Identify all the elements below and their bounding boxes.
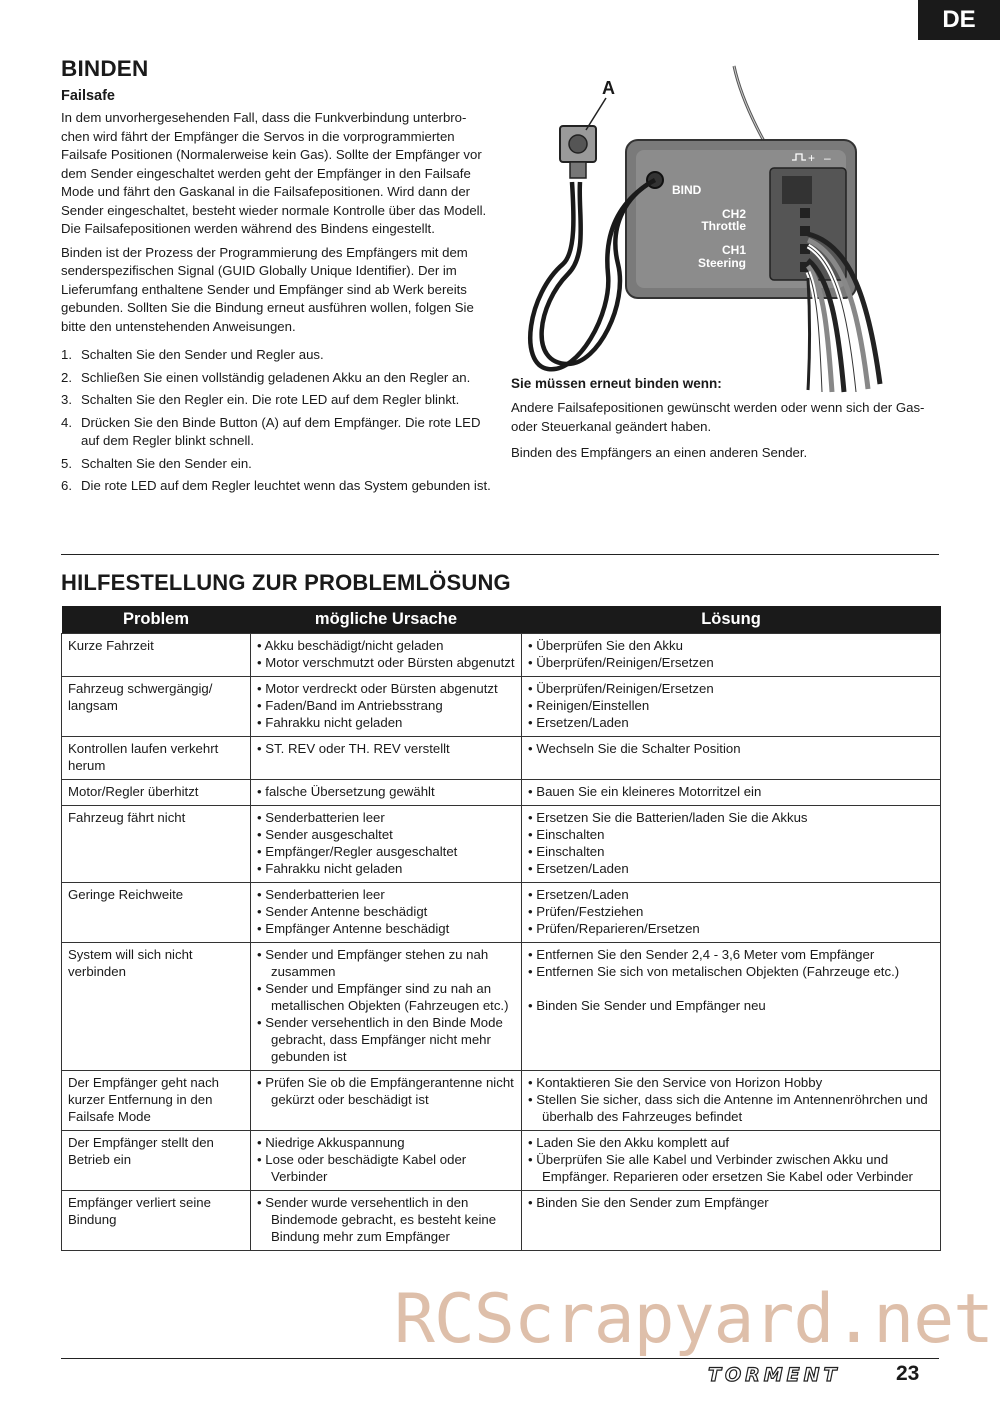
table-row	[62, 883, 941, 943]
rebind-title: Sie müssen erneut binden wenn:	[511, 376, 722, 391]
table-row	[62, 677, 941, 737]
step-text: Die rote LED auf dem Regler leuchtet wenn das System gebunden ist.	[81, 478, 491, 493]
solution-item: • Überprüfen/Reinigen/Ersetzen	[528, 655, 714, 670]
solution-cell	[522, 883, 941, 943]
ch1-label: CH1	[721, 243, 746, 257]
problem-cell: Der Empfänger stellt den Betrieb ein	[62, 1131, 251, 1191]
receiver-illustration	[508, 64, 888, 394]
cause-item: • Motor verdreckt oder Bürsten abgenutzt	[257, 681, 498, 696]
binding-section	[61, 56, 491, 500]
solution-item: • Prüfen/Reparieren/Ersetzen	[528, 921, 700, 936]
section-divider	[61, 554, 939, 555]
step-number: 4.	[61, 414, 72, 430]
cause-cell	[251, 1071, 522, 1131]
cause-item: • ST. REV oder TH. REV verstellt	[257, 741, 450, 756]
cause-cell	[251, 1191, 522, 1251]
cause-item: • Lose oder beschädigte Kabel oder Verbinder	[257, 1152, 467, 1184]
problem-cell: Kurze Fahrzeit	[62, 634, 251, 677]
solution-item: • Kontaktieren Sie den Service von Horizon Hobby	[528, 1075, 823, 1090]
cause-item: • Empfänger/Regler ausgeschaltet	[257, 844, 458, 859]
solution-item: • Ersetzen/Laden	[528, 715, 629, 730]
solution-item: • Laden Sie den Akku komplett auf	[528, 1135, 730, 1150]
solution-cell	[522, 806, 941, 883]
cause-item: • Niedrige Akkuspannung	[257, 1135, 405, 1150]
step-text: Drücken Sie den Binde Button (A) auf dem Empfänger. Die rote LED auf dem Regler blinkt schnell.	[81, 414, 481, 448]
cause-item: • Prüfen Sie ob die Empfängerantenne nicht gekürzt oder beschädigt ist	[257, 1075, 514, 1107]
solution-cell	[522, 1071, 941, 1131]
step-item	[61, 391, 491, 410]
step-number: 2.	[61, 369, 72, 385]
table-row	[62, 1191, 941, 1251]
solution-item: • Wechseln Sie die Schalter Position	[528, 741, 741, 756]
problem-cell: Geringe Reichweite	[62, 883, 251, 943]
solution-cell	[522, 737, 941, 780]
problem-cell: Fahrzeug schwergängig/ langsam	[62, 677, 251, 737]
solution-item	[528, 980, 934, 997]
problem-cell: Kontrollen laufen verkehrt herum	[62, 737, 251, 780]
cause-item: • Faden/Band im Antriebsstrang	[257, 698, 443, 713]
table-row	[62, 943, 941, 1071]
binding-paragraph: Binden ist der Prozess der Programmierung des Empfängers mit dem senderspezifischen Signal (GUID Globally Unique Identifier). Der im Lieferumfang enthaltene Sender und Empfänger sind ab Werk bereits gebunden. Sollten Sie die Bindung erneut ausführen wollen, folgen Sie bitte den untenstehenden Anweisungen.	[61, 244, 474, 334]
binding-title: BINDEN	[61, 56, 149, 81]
cause-item: • Sender und Empfänger sind zu nah an metallischen Objekten (Fahrzeugen etc.)	[257, 981, 509, 1013]
problem-cell: System will sich nicht verbinden	[62, 943, 251, 1071]
solution-item: • Überprüfen Sie den Akku	[528, 638, 683, 653]
step-item	[61, 369, 491, 388]
solution-item: • Überprüfen/Reinigen/Ersetzen	[528, 681, 714, 696]
solution-item: • Einschalten	[528, 844, 605, 859]
language-tab: DE	[918, 0, 1000, 40]
cause-item: • Sender und Empfänger stehen zu nah zusammen	[257, 947, 489, 979]
header-solution: Lösung	[522, 606, 941, 634]
cause-item: • Sender wurde versehentlich in den Bindemode gebracht, es besteht keine Bindung mehr zum Empfänger	[257, 1195, 497, 1244]
cause-item: • Sender ausgeschaltet	[257, 827, 393, 842]
solution-item: • Prüfen/Festziehen	[528, 904, 644, 919]
ch1-steering-label: Steering	[697, 256, 746, 270]
cause-cell	[251, 780, 522, 806]
table-row	[62, 634, 941, 677]
solution-item: • Bauen Sie ein kleineres Motorritzel ein	[528, 784, 762, 799]
cause-cell	[251, 883, 522, 943]
step-item	[61, 477, 491, 496]
solution-cell	[522, 1191, 941, 1251]
table-header-row	[62, 606, 941, 634]
problem-cell: Der Empfänger geht nach kurzer Entfernung in den Failsafe Mode	[62, 1071, 251, 1131]
rebind-section	[511, 376, 931, 468]
solution-item: • Reinigen/Einstellen	[528, 698, 650, 713]
table-row	[62, 737, 941, 780]
header-cause: mögliche Ursache	[251, 606, 522, 634]
table-row	[62, 1071, 941, 1131]
solution-cell	[522, 780, 941, 806]
cause-item: • Sender versehentlich in den Binde Mode gebracht, dass Empfänger nicht mehr gebunden ist	[257, 1015, 503, 1064]
cause-item: • Akku beschädigt/nicht geladen	[257, 638, 444, 653]
solution-item: • Entfernen Sie sich von metalischen Objekten (Fahrzeuge etc.)	[528, 964, 900, 979]
cause-cell	[251, 737, 522, 780]
step-item	[61, 455, 491, 474]
table-row	[62, 806, 941, 883]
rebind-paragraph: Andere Failsafepositionen gewünscht werden oder wenn sich der Gas- oder Steuerkanal geändert haben.	[511, 400, 925, 434]
solution-item: • Überprüfen Sie alle Kabel und Verbinder zwischen Akku und Empfänger. Reparieren oder ersetzen Sie Kabel oder Verbinder	[528, 1152, 913, 1184]
cause-item: • Fahrakku nicht geladen	[257, 715, 403, 730]
callout-a-label: A	[602, 78, 615, 98]
step-text: Schließen Sie einen vollständig geladenen Akku an den Regler an.	[81, 369, 471, 385]
ch2-label: CH2	[721, 207, 746, 221]
solution-cell	[522, 943, 941, 1071]
problem-cell: Motor/Regler überhitzt	[62, 780, 251, 806]
solution-item: • Stellen Sie sicher, dass sich die Antenne im Antennenröhrchen und überhalb des Fahrzeuges befindet	[528, 1092, 928, 1124]
cause-item: • Empfänger Antenne beschädigt	[257, 921, 450, 936]
table-row	[62, 1131, 941, 1191]
ch2-throttle-label: Throttle	[701, 219, 746, 233]
solution-cell	[522, 634, 941, 677]
troubleshooting-title: HILFESTELLUNG ZUR PROBLEMLÖSUNG	[61, 570, 511, 595]
step-item	[61, 414, 491, 451]
torment-logo: TORMENT	[708, 1364, 841, 1386]
problem-cell: Empfänger verliert seine Bindung	[62, 1191, 251, 1251]
watermark: RCScrapyard.net	[394, 1280, 994, 1359]
cause-cell	[251, 943, 522, 1071]
step-number: 3.	[61, 392, 72, 407]
cause-item: • Sender Antenne beschädigt	[257, 904, 428, 919]
solution-item: • Ersetzen/Laden	[528, 887, 629, 902]
step-number: 5.	[61, 455, 72, 471]
cause-item: • falsche Übersetzung gewählt	[257, 784, 435, 799]
cause-item: • Fahrakku nicht geladen	[257, 861, 403, 876]
failsafe-subtitle: Failsafe	[61, 88, 115, 104]
troubleshooting-table	[61, 606, 941, 1251]
failsafe-paragraph: In dem unvorhergesehenden Fall, dass die Funkverbindung unterbro- chen wird fährt der Empfänger die Servos in die vorprogrammierten Failsafe Positionen (Normalerweise kein Gas). Sollte der Empfänger vor dem Sender eingeschaltet werden geht der Empfänger in den Failsafe Mode und fährt den Gaskanal in die Failsafepositionen. Wird dann der Sender eingeschaltet, besteht wieder normale Kontrolle über das Modell. Die Failsafepositionen werden während des Bindens eingestellt.	[61, 110, 487, 236]
step-number: 6.	[61, 478, 72, 493]
solution-item: • Binden Sie Sender und Empfänger neu	[528, 998, 766, 1013]
bind-port-label: BIND	[672, 183, 702, 197]
page-number: 23	[896, 1362, 920, 1385]
solution-cell	[522, 677, 941, 737]
solution-item: • Entfernen Sie den Sender 2,4 - 3,6 Meter vom Empfänger	[528, 947, 875, 962]
step-number: 1.	[61, 347, 72, 362]
cause-item: • Senderbatterien leer	[257, 887, 385, 902]
solution-item: • Ersetzen Sie die Batterien/laden Sie die Akkus	[528, 810, 808, 825]
cause-item: • Senderbatterien leer	[257, 810, 385, 825]
header-problem: Problem	[62, 606, 251, 634]
step-text: Schalten Sie den Sender und Regler aus.	[81, 347, 324, 362]
step-text: Schalten Sie den Sender ein.	[81, 455, 252, 471]
cause-cell	[251, 634, 522, 677]
cause-item: • Motor verschmutzt oder Bürsten abgenutzt	[257, 655, 515, 670]
solution-cell	[522, 1131, 941, 1191]
polarity-plus-label: +	[808, 151, 816, 165]
problem-cell: Fahrzeug fährt nicht	[62, 806, 251, 883]
cause-cell	[251, 806, 522, 883]
polarity-minus-label: –	[824, 151, 831, 165]
cause-cell	[251, 1131, 522, 1191]
binding-steps	[61, 346, 491, 496]
table-row	[62, 780, 941, 806]
step-item	[61, 346, 491, 365]
cause-cell	[251, 677, 522, 737]
solution-item: • Ersetzen/Laden	[528, 861, 629, 876]
step-text: Schalten Sie den Regler ein. Die rote LED auf dem Regler blinkt.	[81, 392, 460, 407]
solution-item: • Binden Sie den Sender zum Empfänger	[528, 1195, 769, 1210]
rebind-paragraph: Binden des Empfängers an einen anderen Sender.	[511, 445, 808, 460]
solution-item: • Einschalten	[528, 827, 605, 842]
